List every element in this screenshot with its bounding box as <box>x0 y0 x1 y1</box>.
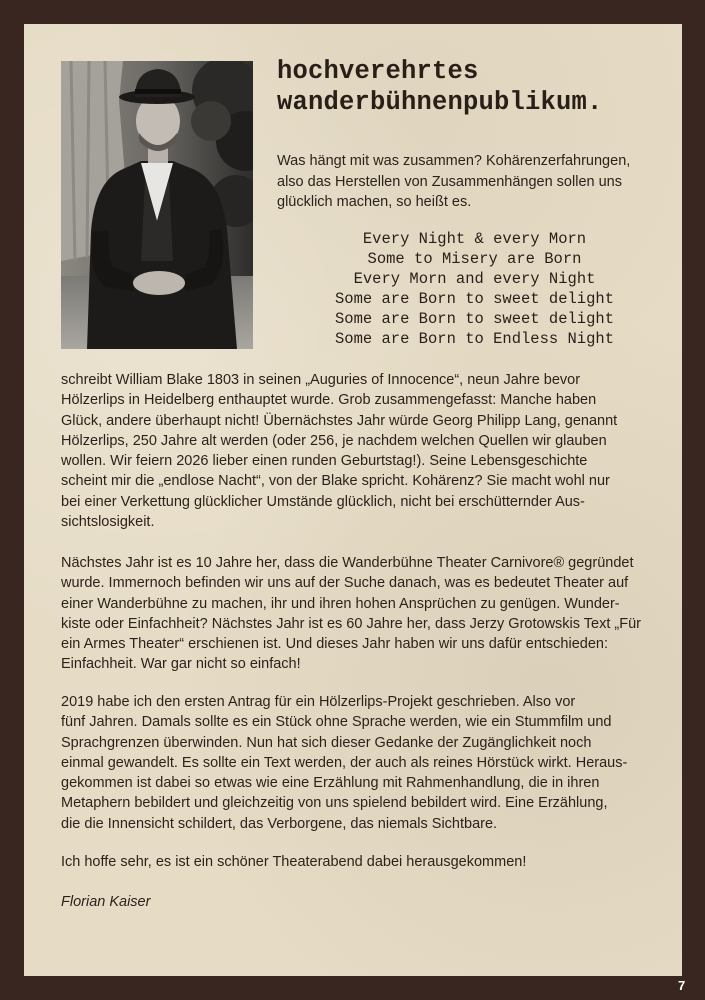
page-heading <box>277 56 672 118</box>
text-line: die die Innensicht schildert, das Verborgene, das niemals Sichtbare. <box>61 815 498 832</box>
poem-line: Every Morn and every Night <box>353 270 596 288</box>
heading-line: hochverehrtes <box>277 57 479 86</box>
text-line: gekommen ist dabei so etwas wie eine Erzählung mit Rahmenhandlung, die in ihren <box>61 775 600 792</box>
text-line: Was hängt mit was zusammen? Kohärenzerfahrungen, <box>277 153 631 169</box>
poem-line: Some are Born to Endless Night <box>334 330 615 348</box>
body-paragraph <box>61 553 661 675</box>
text-line: kiste oder Einfachheit? Nächstes Jahr ist es 60 Jahre her, dass Jerzy Grotowskis Text „Für <box>61 615 641 632</box>
text-line: Sprachgrenzen überwinden. Nun hat sich dieser Gedanke der Zugänglichkeit noch <box>61 734 592 751</box>
text-line: schreibt William Blake 1803 in seinen „Auguries of Innocence“, neun Jahre bevor <box>61 372 581 388</box>
poem-line: Some are Born to sweet delight <box>334 290 615 308</box>
text-line: fünf Jahren. Damals sollte es ein Stück ohne Sprache werden, wie ein Stummfilm und <box>61 714 612 731</box>
text-line: ein Armes Theater“ erschienen ist. Und dieses Jahr haben wir uns dafür entschieden: <box>61 636 609 653</box>
poem-line: Some are Born to sweet delight <box>334 310 615 328</box>
text-line: wurde. Immernoch befinden wir uns auf der Suche danach, was es bedeutet Theater auf <box>61 575 629 592</box>
text-line: Glück, andere überhaupt nicht! Übernächstes Jahr würde Georg Philipp Lang, genannt <box>61 412 618 429</box>
blake-poem-quote <box>277 229 672 349</box>
text-line: glücklich machen, so heißt es. <box>277 194 472 210</box>
portrait-photo <box>61 61 253 349</box>
heading-line: wanderbühnenpublikum. <box>277 88 603 117</box>
author-signature: Florian Kaiser <box>61 894 151 910</box>
body-paragraph <box>61 692 661 834</box>
text-line: Nächstes Jahr ist es 10 Jahre her, dass die Wanderbühne Theater Carnivore® gegründet <box>61 555 634 571</box>
text-line: einmal gewandelt. Es sollte ein Text werden, der auch als reines Hörstück wirkt. Heraus- <box>61 754 628 771</box>
text-line: Ich hoffe sehr, es ist ein schöner Theaterabend dabei herausgekommen! <box>61 854 527 870</box>
text-line: 2019 habe ich den ersten Antrag für ein Hölzerlips-Projekt geschrieben. Also vor <box>61 694 576 710</box>
text-line: Hölzerlips, 250 Jahre alt werden (oder 256, je nachdem welchen Quellen wir glauben <box>61 432 607 449</box>
text-line: einer Wanderbühne zu machen, ihr und ihren hohen Ansprüchen zu genügen. Wunder- <box>61 595 620 612</box>
text-line: bei einer Verkettung glücklicher Umstände glücklich, nicht bei erschütternder Aus- <box>61 493 585 510</box>
text-line: scheint mir die „endlose Nacht“, von der Blake spricht. Kohärenz? Sie macht wohl nur <box>61 473 610 490</box>
text-line: also das Herstellen von Zusammenhängen sollen uns <box>277 173 622 190</box>
text-line: wollen. Wir feiern 2026 lieber einen runden Geburtstag!). Seine Lebensgeschichte <box>61 453 588 470</box>
text-line: Einfachheit. War gar nicht so einfach! <box>61 656 301 673</box>
paper-sheet <box>24 24 682 976</box>
text-line: Hölzerlips in Heidelberg enthauptet wurde. Grob zusammengefasst: Manche haben <box>61 392 597 409</box>
intro-paragraph <box>277 151 672 213</box>
text-line: Metaphern bebildert und gleichzeitig von uns spielend bebildert wird. Eine Erzählung, <box>61 795 608 812</box>
text-line: sichtslosigkeit. <box>61 514 155 531</box>
closing-paragraph <box>61 852 661 872</box>
body-paragraph <box>61 370 661 532</box>
poem-line: Every Night & every Morn <box>362 230 587 248</box>
poem-line: Some to Misery are Born <box>367 250 582 268</box>
page-number: 7 <box>678 978 686 993</box>
